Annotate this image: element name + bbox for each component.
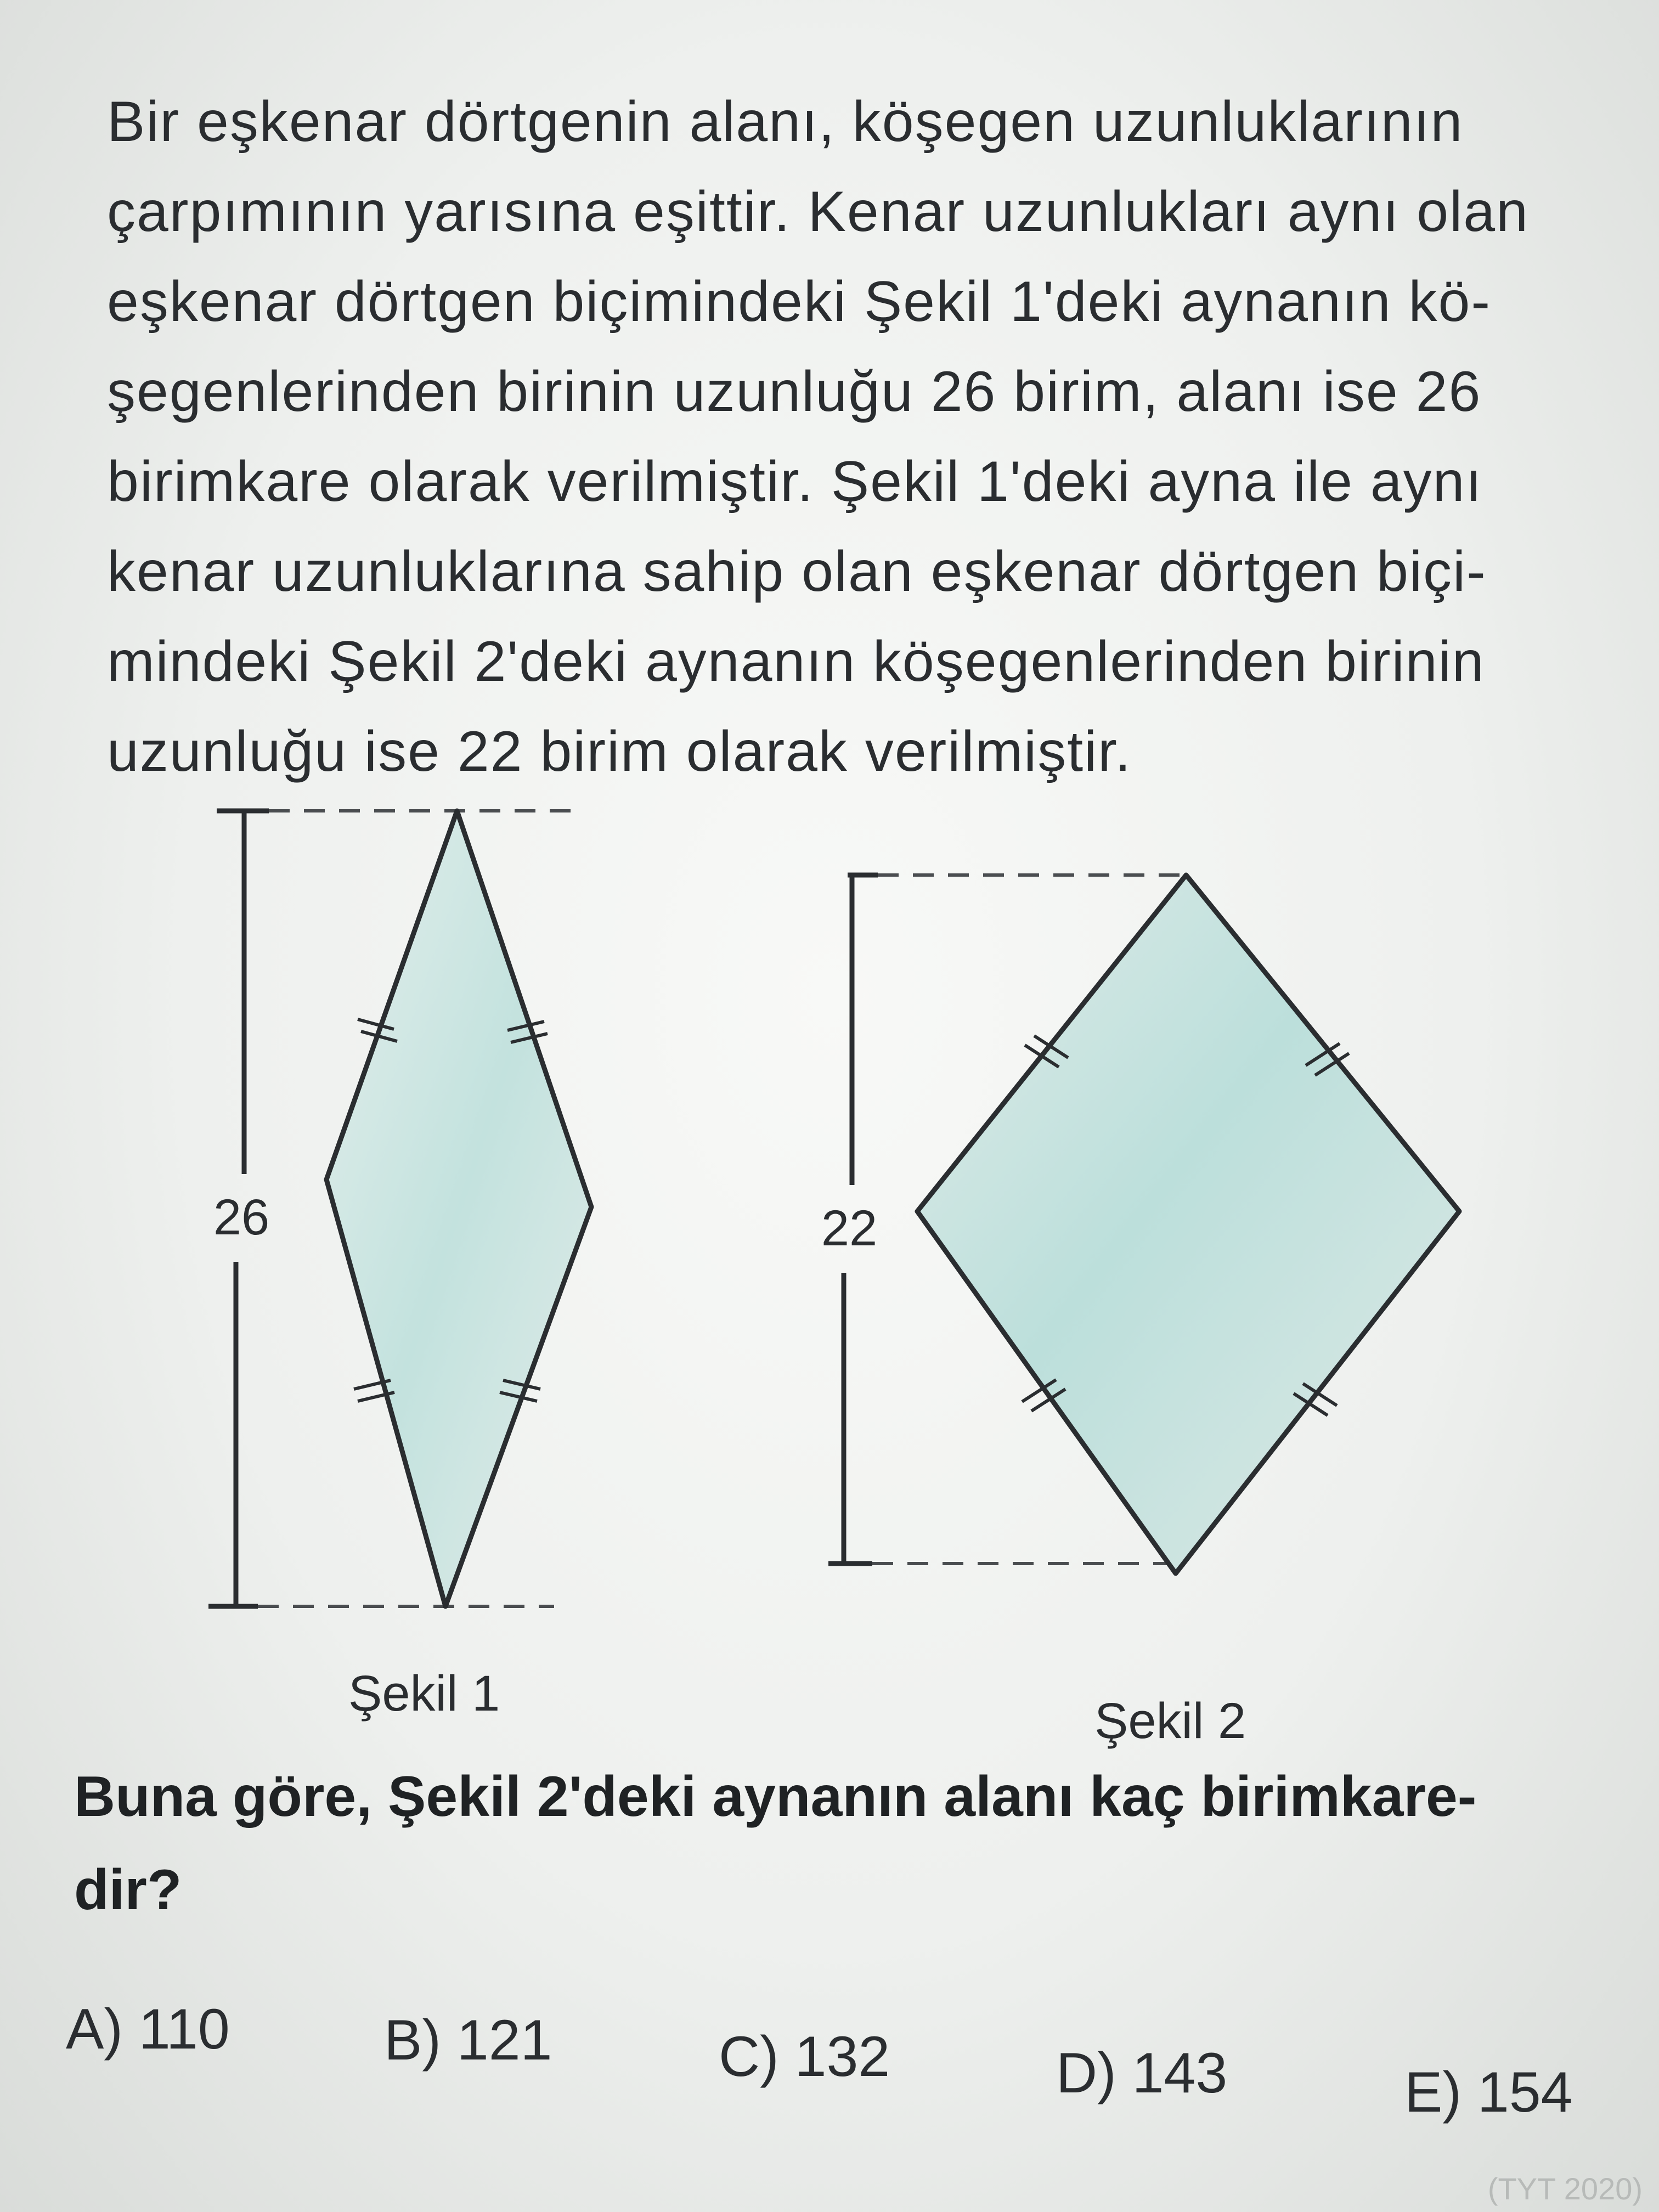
problem-line: Bir eşkenar dörtgenin alanı, köşegen uzunluklarının [107,90,1464,154]
problem-line: çarpımının yarısına eşittir. Kenar uzunlukları aynı olan [107,180,1529,244]
option-c[interactable]: C) 132 [719,2025,890,2089]
question-stem [74,1750,1643,1937]
problem-line: uzunluğu ise 22 birim olarak verilmiştir. [107,720,1132,783]
option-a[interactable]: A) 110 [66,1997,230,2061]
source-mark: (TYT 2020) [1487,2171,1643,2206]
problem-line: birimkare olarak verilmiştir. Şekil 1'deki ayna ile aynı [107,450,1483,514]
figure-2 [821,875,1459,1573]
question-line: dir? [74,1858,182,1922]
figure-2-mirror-rhombus [917,875,1459,1573]
figure-1 [208,811,591,1606]
option-d[interactable]: D) 143 [1056,2041,1228,2105]
problem-line: mindeki Şekil 2'deki aynanın köşegenlerinden birinin [107,630,1485,693]
figure-1-mirror-rhombus [326,811,591,1606]
problem-line: kenar uzunluklarına sahip olan eşkenar dörtgen biçi- [107,540,1487,603]
figure-1-caption: Şekil 1 [348,1666,500,1722]
question-line: Buna göre, Şekil 2'deki aynanın alanı kaç birimkare- [74,1765,1477,1829]
option-b[interactable]: B) 121 [384,2008,552,2072]
figure-1-diagonal-label: 26 [213,1189,270,1245]
problem-line: şegenlerinden birinin uzunluğu 26 birim, alanı ise 26 [107,360,1482,424]
problem-line: eşkenar dörtgen biçimindeki Şekil 1'deki aynanın kö- [107,270,1491,334]
figure-2-caption: Şekil 2 [1094,1693,1246,1749]
figure-2-diagonal-label: 22 [821,1200,878,1256]
option-e[interactable]: E) 154 [1404,2061,1573,2124]
